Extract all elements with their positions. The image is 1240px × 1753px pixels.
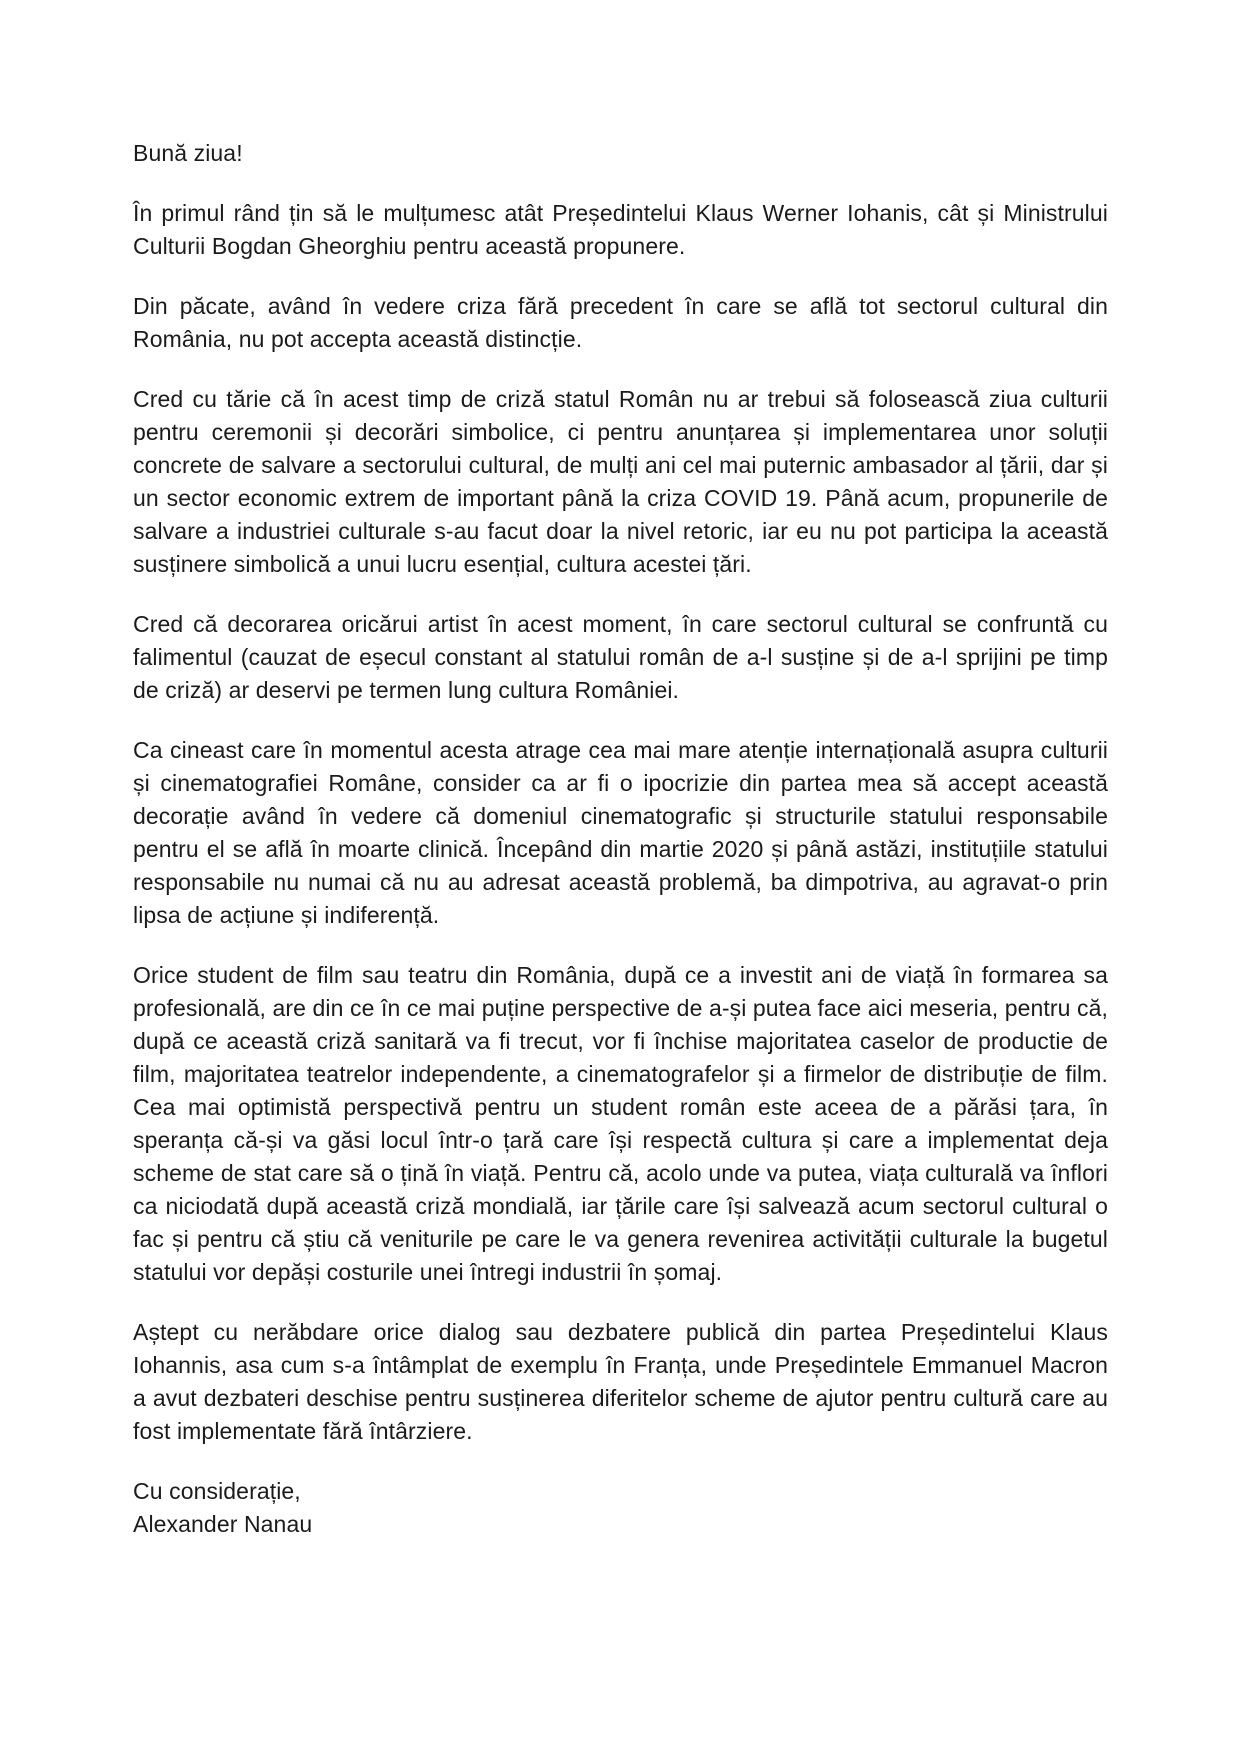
letter-paragraph-students-future: Orice student de film sau teatru din România, după ce a investit ani de viață în formarea sa profesională, are din ce în ce mai puține perspective de a-și putea face aici meseria, pentru că, după ce această criză sanitară va fi trecut, vor fi închise majoritatea caselor de productie de film, majoritatea teatrelor independente, a cinematografelor și a firmelor de distribuție de film. Cea mai optimistă perspectivă pentru un student român este aceea de a părăsi țara, în speranța că-și va găsi locul într-o țară care își respectă cultura și care a implementat deja scheme de stat care să o țină în viață. Pentru că, acolo unde va putea, viața culturală va înflori ca niciodată după această criză mondială, iar țările care își salvează acum sectorul cultural o fac și pentru că știu că veniturile pe care le va genera revenirea activității culturale la bugetul statului vor depăși costurile unei întregi industrii în șomaj.	[133, 962, 1108, 1285]
closing-salutation: Cu considerație,	[133, 1478, 301, 1504]
letter-paragraph-dialogue-invitation: Aștept cu nerăbdare orice dialog sau dezbatere publică din partea Președintelui Klaus Iohannis, asa cum s-a întâmplat de exemplu în Franța, unde Președintele Emmanuel Macron a avut dezbateri deschise pentru susținerea diferitelor scheme de ajutor pentru cultură care au fost implementate fără întârziere.	[133, 1319, 1108, 1444]
letter-paragraph-thanks: În primul rând țin să le mulțumesc atât Președintelui Klaus Werner Iohanis, cât și Ministrului Culturii Bogdan Gheorghiu pentru această propunere.	[133, 200, 1108, 259]
signature-name: Alexander Nanau	[133, 1511, 313, 1537]
letter-paragraph-hypocrisy: Ca cineast care în momentul acesta atrage cea mai mare atenție internațională asupra culturii și cinematografiei Române, consider ca ar fi o ipocrizie din partea mea să accept această decorație având în vedere că domeniul cinematografic și structurile statului responsabile pentru el se află în moarte clinică. Începând din martie 2020 și până astăzi, instituțiile statului responsabile nu numai că nu au adresat această problemă, ba dimpotriva, au agravat-o prin lipsa de acțiune și indiferență.	[133, 737, 1108, 928]
letter-paragraph-decoration-critique: Cred că decorarea oricărui artist în acest moment, în care sectorul cultural se confruntă cu falimentul (cauzat de eșecul constant al statului român de a-l susține și de a-l sprijini pe timp de criză) ar deservi pe termen lung cultura României.	[133, 611, 1108, 703]
letter-greeting: Bună ziua!	[133, 140, 243, 166]
letter-paragraph-refusal: Din păcate, având în vedere criza fără precedent în care se află tot sectorul cultural din România, nu pot accepta această distincție.	[133, 293, 1108, 352]
letter-paragraph-crisis-argument: Cred cu tărie că în acest timp de criză statul Român nu ar trebui să folosească ziua culturii pentru ceremonii și decorări simbolice, ci pentru anunțarea și implementarea unor soluții concrete de salvare a sectorului cultural, de mulți ani cel mai puternic ambasador al țării, dar și un sector economic extrem de important până la criza COVID 19. Până acum, propunerile de salvare a industriei culturale s-au facut doar la nivel retoric, iar eu nu pot participa la această susținere simbolică a unui lucru esențial, cultura acestei țări.	[133, 386, 1108, 577]
